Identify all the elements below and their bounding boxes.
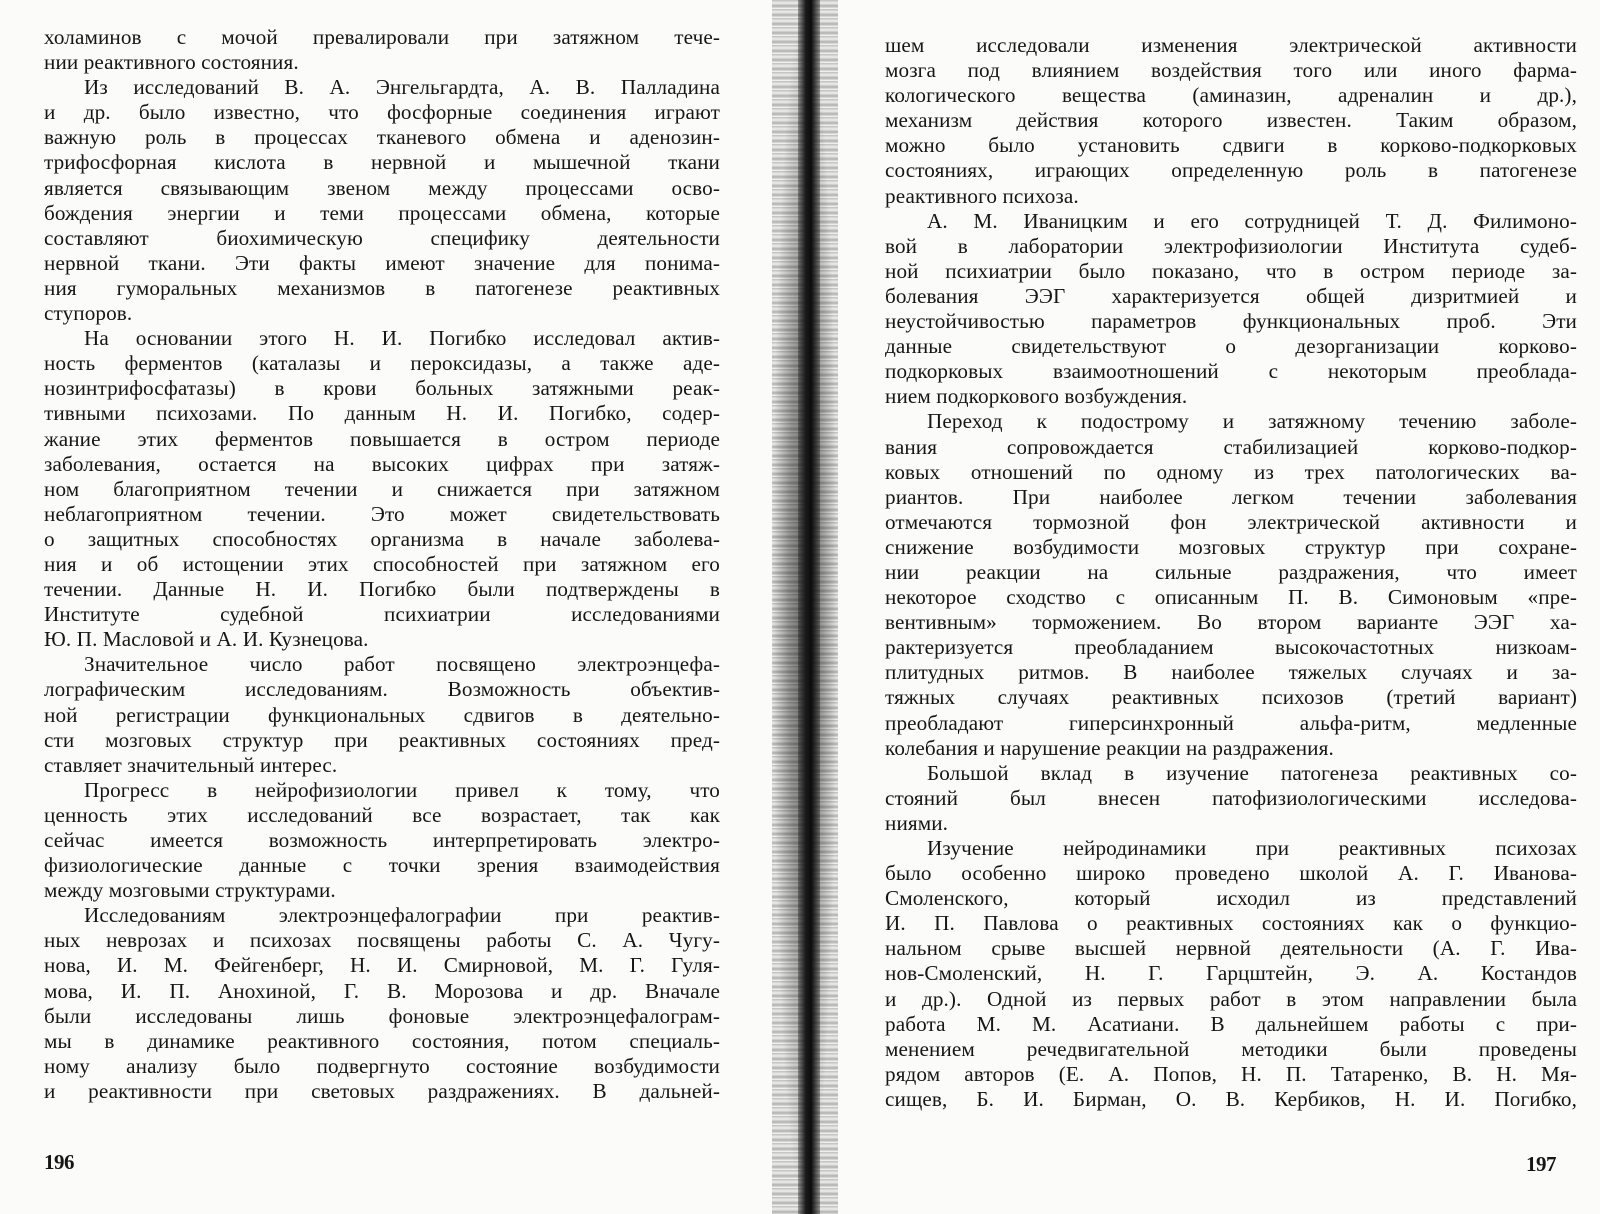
text-line: преобладают гиперсинхронный альфа-ритм, медленные bbox=[885, 710, 1577, 735]
text-line: Из исследований В. А. Энгельгардта, А. В. Палладина bbox=[84, 75, 720, 100]
text-line: лографическим исследованиям. Возможность объектив- bbox=[44, 677, 720, 702]
text-line: вой в лаборатории электрофизиологии Института судеб- bbox=[885, 233, 1577, 258]
text-line: ставляет значительный интерес. bbox=[44, 752, 338, 777]
text-line: некоторое сходство с описанным П. В. Симоновым «пре- bbox=[885, 585, 1577, 610]
text-line: можно было установить сдвиги в корково-подкорковых bbox=[885, 133, 1577, 158]
text-line: ковых отношений по одному из трех патологических ва- bbox=[885, 459, 1577, 484]
text-line: На основании этого Н. И. Погибко исследовал актив- bbox=[84, 326, 720, 351]
text-line: снижение возбудимости мозговых структур при сохране- bbox=[885, 534, 1577, 559]
text-line: о защитных способностях организма в начале заболева- bbox=[44, 526, 720, 551]
left-page bbox=[0, 0, 795, 1214]
text-line: физиологические данные с точки зрения взаимодействия bbox=[44, 853, 720, 878]
text-line: неустойчивостью параметров функциональных проб. Эти bbox=[885, 309, 1577, 334]
text-line: риантов. При наиболее легком течении заболевания bbox=[885, 484, 1577, 509]
right-text-column bbox=[885, 33, 1577, 1112]
text-line: трифосфорная кислота в нервной и мышечной ткани bbox=[44, 150, 720, 175]
text-line: и др.). Одной из первых работ в этом направлении была bbox=[885, 986, 1577, 1011]
text-line: нервной ткани. Эти факты имеют значение для понима- bbox=[44, 250, 720, 275]
text-line: ность ферментов (каталазы и пероксидазы, а также аде- bbox=[44, 351, 720, 376]
text-line: неблагоприятном течении. Это может свидетельствовать bbox=[44, 501, 720, 526]
text-line: ной регистрации функциональных сдвигов в деятельно- bbox=[44, 702, 720, 727]
text-line: ния гуморальных механизмов в патогенезе реактивных bbox=[44, 275, 720, 300]
text-line: нова, И. М. Фейгенберг, Н. И. Смирновой, М. Г. Гуля- bbox=[44, 953, 720, 978]
text-line: отмечаются тормозной фон электрической активности и bbox=[885, 509, 1577, 534]
page-number-right: 197 bbox=[1526, 1152, 1556, 1176]
text-line: сейчас имеется возможность интерпретировать электро- bbox=[44, 828, 720, 852]
text-line: И. П. Павлова о реактивных состояниях как о функцио- bbox=[885, 911, 1577, 936]
text-line: тивными психозами. По данным Н. И. Погибко, содер- bbox=[44, 401, 720, 426]
text-line: и реактивности при световых раздражениях. В дальней- bbox=[44, 1078, 720, 1103]
text-line: мова, И. П. Анохиной, Г. В. Морозова и др. Вначале bbox=[44, 978, 720, 1003]
text-line: были исследованы лишь фоновые электроэнцефалограм- bbox=[44, 1003, 720, 1028]
text-line: Переход к подострому и затяжному течению заболе- bbox=[927, 409, 1577, 434]
text-line: состояниях, играющих определенную роль в патогенезе bbox=[885, 158, 1577, 183]
text-line: рактеризуется преобладанием высокочастотных низкоам- bbox=[885, 635, 1577, 660]
text-line: работа М. М. Асатиани. В дальнейшем работы с при- bbox=[885, 1011, 1577, 1036]
text-line: ценность этих исследований все возрастает, так как bbox=[44, 802, 720, 827]
text-line: сти мозговых структур при реактивных состояниях пред- bbox=[44, 727, 720, 752]
text-line: мозга под влиянием воздействия того или иного фарма- bbox=[885, 58, 1577, 83]
text-line: жание этих ферментов повышается в остром периоде bbox=[44, 426, 720, 451]
page-number-left: 196 bbox=[44, 1150, 74, 1174]
text-line: составляют биохимическую специфику деятельности bbox=[44, 225, 720, 250]
left-text-column bbox=[44, 25, 720, 1104]
right-page bbox=[830, 0, 1600, 1214]
text-line: Изучение нейродинамики при реактивных психозах bbox=[927, 836, 1577, 860]
text-line: тяжных случаях реактивных психозов (третий вариант) bbox=[885, 685, 1577, 710]
text-line: плитудных ритмов. В наиболее тяжелых случаях и за- bbox=[885, 660, 1577, 685]
text-line: между мозговыми структурами. bbox=[44, 878, 336, 903]
text-line: А. М. Иваницким и его сотрудницей Т. Д. Филимоно- bbox=[927, 208, 1577, 233]
text-line: Прогресс в нейрофизиологии привел к тому, что bbox=[84, 777, 720, 802]
text-line: колебания и нарушение реакции на раздражения. bbox=[885, 735, 1334, 760]
text-line: подкорковых взаимоотношений с некоторым преоблада- bbox=[885, 359, 1577, 384]
text-line: ниями. bbox=[885, 810, 949, 835]
text-line: ному анализу было подвергнуто состояние возбудимости bbox=[44, 1053, 720, 1078]
book-spine bbox=[798, 0, 820, 1214]
text-line: ступоров. bbox=[44, 301, 133, 326]
text-line: кологического вещества (аминазин, адреналин и др.), bbox=[885, 83, 1577, 108]
text-line: заболевания, остается на высоких цифрах при затяж- bbox=[44, 451, 720, 476]
text-line: Ю. П. Масловой и А. И. Кузнецова. bbox=[44, 627, 369, 652]
text-line: нов-Смоленский, Н. Г. Гарцштейн, Э. А. Костандов bbox=[885, 961, 1577, 986]
text-line: Значительное число работ посвящено электроэнцефа- bbox=[84, 652, 720, 677]
text-line: нием подкоркового возбуждения. bbox=[885, 384, 1188, 409]
text-line: менением речедвигательной методики были проведены bbox=[885, 1036, 1577, 1061]
text-line: ных неврозах и психозах посвящены работы С. А. Чугу- bbox=[44, 928, 720, 953]
text-line: нии реактивного состояния. bbox=[44, 50, 299, 75]
text-line: вания сопровождается стабилизацией корково-подкор- bbox=[885, 434, 1577, 459]
text-line: ном благоприятном течении и снижается при затяжном bbox=[44, 476, 720, 501]
text-line: нальном срыве высшей нервной деятельности (А. Г. Ива- bbox=[885, 936, 1577, 961]
text-line: важную роль в процессах тканевого обмена и аденозин- bbox=[44, 125, 720, 150]
text-line: течении. Данные Н. И. Погибко были подтверждены в bbox=[44, 577, 720, 602]
text-line: Исследованиям электроэнцефалографии при реактив- bbox=[84, 903, 720, 928]
text-line: и др. было известно, что фосфорные соединения играют bbox=[44, 100, 720, 125]
text-line: холаминов с мочой превалировали при затяжном тече- bbox=[44, 25, 720, 49]
text-line: является связывающим звеном между процессами осво- bbox=[44, 175, 720, 200]
text-line: рядом авторов (Е. А. Попов, Н. П. Татаренко, В. Н. Мя- bbox=[885, 1061, 1577, 1086]
text-line: данные свидетельствуют о дезорганизации корково- bbox=[885, 334, 1577, 359]
text-line: нии реакции на сильные раздражения, что имеет bbox=[885, 559, 1577, 584]
text-line: мы в динамике реактивного состояния, потом специаль- bbox=[44, 1028, 720, 1053]
text-line: было особенно широко проведено школой А. Г. Иванова- bbox=[885, 861, 1577, 886]
text-line: вентивным» торможением. Во втором варианте ЭЭГ ха- bbox=[885, 610, 1577, 635]
text-line: болевания ЭЭГ характеризуется общей дизритмией и bbox=[885, 283, 1577, 308]
text-line: Смоленского, который исходил из представлений bbox=[885, 886, 1577, 911]
text-line: бождения энергии и теми процессами обмена, которые bbox=[44, 200, 720, 225]
text-line: нозинтрифосфатазы) в крови больных затяжными реак- bbox=[44, 376, 720, 401]
text-line: Институте судебной психиатрии исследованиями bbox=[44, 602, 720, 627]
text-line: стояний был внесен патофизиологическими исследова- bbox=[885, 785, 1577, 810]
text-line: сищев, Б. И. Бирман, О. В. Кербиков, Н. И. Погибко, bbox=[885, 1086, 1577, 1111]
text-line: реактивного психоза. bbox=[885, 183, 1079, 208]
text-line: механизм действия которого известен. Таким образом, bbox=[885, 108, 1577, 133]
text-line: ния и об истощении этих способностей при затяжном его bbox=[44, 551, 720, 576]
text-line: шем исследовали изменения электрической активности bbox=[885, 33, 1577, 57]
text-line: ной психиатрии было показано, что в остром периоде за- bbox=[885, 258, 1577, 283]
text-line: Большой вклад в изучение патогенеза реактивных со- bbox=[927, 760, 1577, 785]
